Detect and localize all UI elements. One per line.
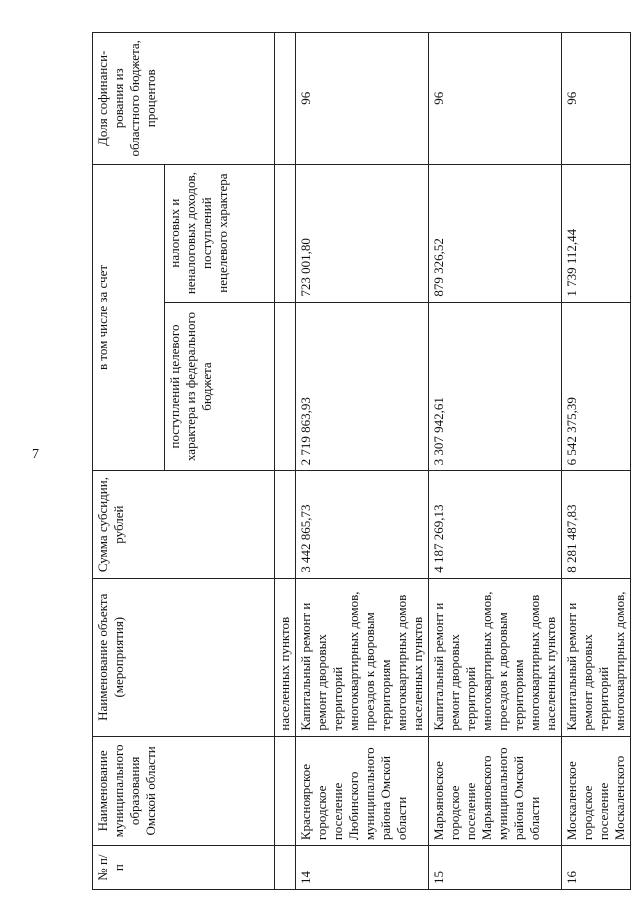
header-nontax: налоговых и неналоговых доходов, поступлений нецелевого характера [165, 164, 275, 302]
row-nontax: 1 739 112,44 [562, 164, 631, 302]
page-number: 7 [32, 447, 39, 462]
row-share: 96 [562, 33, 631, 165]
row-object: Капитальный ремонт и ремонт дворовых территорий многоквартирных домов, проездов к дворовым территориям многоквартирных домов населенных пунктов [296, 578, 429, 736]
header-including: в том числе за счет [93, 164, 165, 471]
row-municipality: Марьяновское городское поселение Марьяновского муниципального района Омской области [429, 736, 562, 846]
continuation-object: населенных пунктов [275, 578, 296, 736]
table-row [296, 33, 429, 890]
header-sum: Сумма субсидии, рублей [93, 471, 275, 578]
header-federal: поступлений целевого характера из федерального бюджета [165, 302, 275, 471]
continuation-row [275, 33, 296, 890]
row-num: 15 [429, 846, 562, 890]
row-federal: 2 719 863,93 [296, 302, 429, 471]
row-num: 16 [562, 846, 631, 890]
row-nontax: 879 326,52 [429, 164, 562, 302]
header-row-top [93, 33, 165, 890]
row-sum: 3 442 865,73 [296, 471, 429, 578]
table-row [562, 33, 631, 890]
row-federal: 6 542 375,39 [562, 302, 631, 471]
rotated-table-container [92, 0, 627, 890]
row-municipality: Красноярское городское поселение Любинского муниципального района Омской области [296, 736, 429, 846]
row-sum: 4 187 269,13 [429, 471, 562, 578]
subsidy-table [92, 32, 631, 890]
row-nontax: 723 001,80 [296, 164, 429, 302]
row-object: Капитальный ремонт и ремонт дворовых территорий многоквартирных домов, проездов к дворовым территориям многоквартирных домов населенных пунктов [429, 578, 562, 736]
header-num: № п/п [93, 846, 275, 890]
row-sum: 8 281 487,83 [562, 471, 631, 578]
header-municipality: Наименование муниципального образования Омской области [93, 736, 275, 846]
header-object: Наименование объекта (мероприятия) [93, 578, 275, 736]
row-share: 96 [429, 33, 562, 165]
row-num: 14 [296, 846, 429, 890]
table-row [429, 33, 562, 890]
row-object: Капитальный ремонт и ремонт дворовых территорий многоквартирных домов, [562, 578, 631, 736]
header-share: Доля софинанси- рования из областного бюджета, процентов [93, 33, 275, 165]
row-municipality: Москаленское городское поселение Москаленского [562, 736, 631, 846]
row-federal: 3 307 942,61 [429, 302, 562, 471]
row-share: 96 [296, 33, 429, 165]
